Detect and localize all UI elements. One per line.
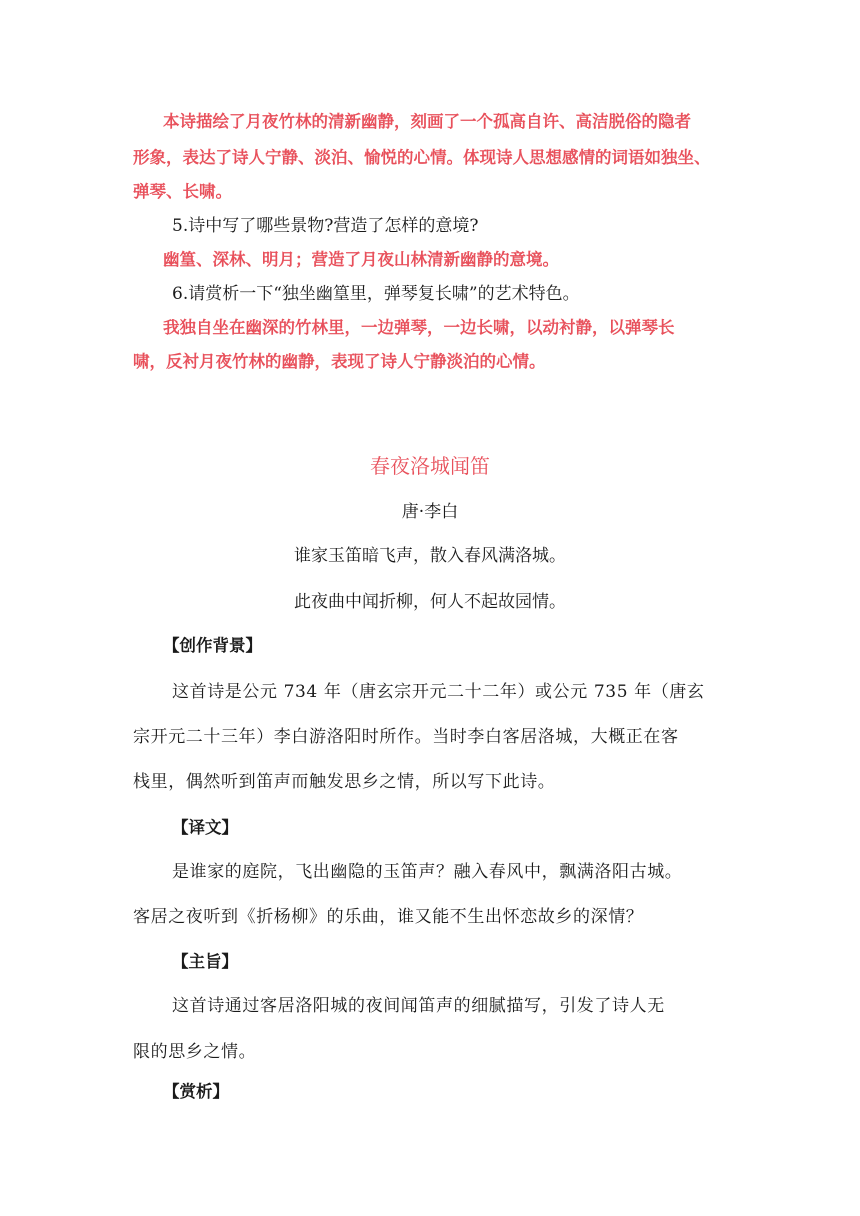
background-line-1: 这首诗是公元 734 年（唐玄宗开元二十二年）或公元 735 年（唐玄 bbox=[172, 682, 705, 702]
q5-answer: 幽篁、深林、明月；营造了月夜山林清新幽静的意境。 bbox=[163, 250, 559, 269]
appreciation-heading: 【赏析】 bbox=[163, 1082, 229, 1101]
background-line-2: 宗开元二十三年）李白游洛阳时所作。当时李白客居洛城，大概正在客 bbox=[133, 727, 679, 747]
theme-line-1: 这首诗通过客居洛阳城的夜间闻笛声的细腻描写，引发了诗人无 bbox=[172, 996, 665, 1016]
translation-heading: 【译文】 bbox=[172, 818, 238, 837]
background-heading: 【创作背景】 bbox=[163, 636, 262, 655]
q4-answer-line-3: 弹琴、长啸。 bbox=[133, 182, 232, 201]
q6-answer-line-1: 我独自坐在幽深的竹林里，一边弹琴，一边长啸，以动衬静，以弹琴长 bbox=[163, 318, 675, 337]
q4-answer-line-1: 本诗描绘了月夜竹林的清新幽静，刻画了一个孤高自许、高洁脱俗的隐者 bbox=[163, 112, 691, 131]
translation-line-2: 客居之夜听到《折杨柳》的乐曲，谁又能不生出怀恋故乡的深情？ bbox=[133, 907, 644, 927]
theme-heading: 【主旨】 bbox=[172, 952, 238, 971]
background-line-3: 栈里，偶然听到笛声而触发思乡之情，所以写下此诗。 bbox=[133, 772, 556, 792]
translation-line-1: 是谁家的庭院，飞出幽隐的玉笛声？融入春风中，飘满洛阳古城。 bbox=[172, 862, 683, 882]
poem-author: 唐·李白 bbox=[401, 502, 459, 522]
q5-question: 5.诗中写了哪些景物?营造了怎样的意境? bbox=[172, 216, 479, 236]
poem-title: 春夜洛城闻笛 bbox=[370, 454, 490, 478]
poem-line-2: 此夜曲中闻折柳，何人不起故园情。 bbox=[294, 592, 566, 612]
poem-line-1: 谁家玉笛暗飞声，散入春风满洛城。 bbox=[294, 546, 566, 566]
q6-answer-line-2: 啸，反衬月夜竹林的幽静，表现了诗人宁静淡泊的心情。 bbox=[133, 352, 546, 371]
q4-answer-line-2: 形象，表达了诗人宁静、淡泊、愉悦的心情。体现诗人思想感情的词语如独坐、 bbox=[133, 148, 711, 167]
theme-line-2: 限的思乡之情。 bbox=[133, 1042, 257, 1062]
q6-question: 6.请赏析一下“独坐幽篁里，弹琴复长啸”的艺术特色。 bbox=[172, 284, 580, 304]
